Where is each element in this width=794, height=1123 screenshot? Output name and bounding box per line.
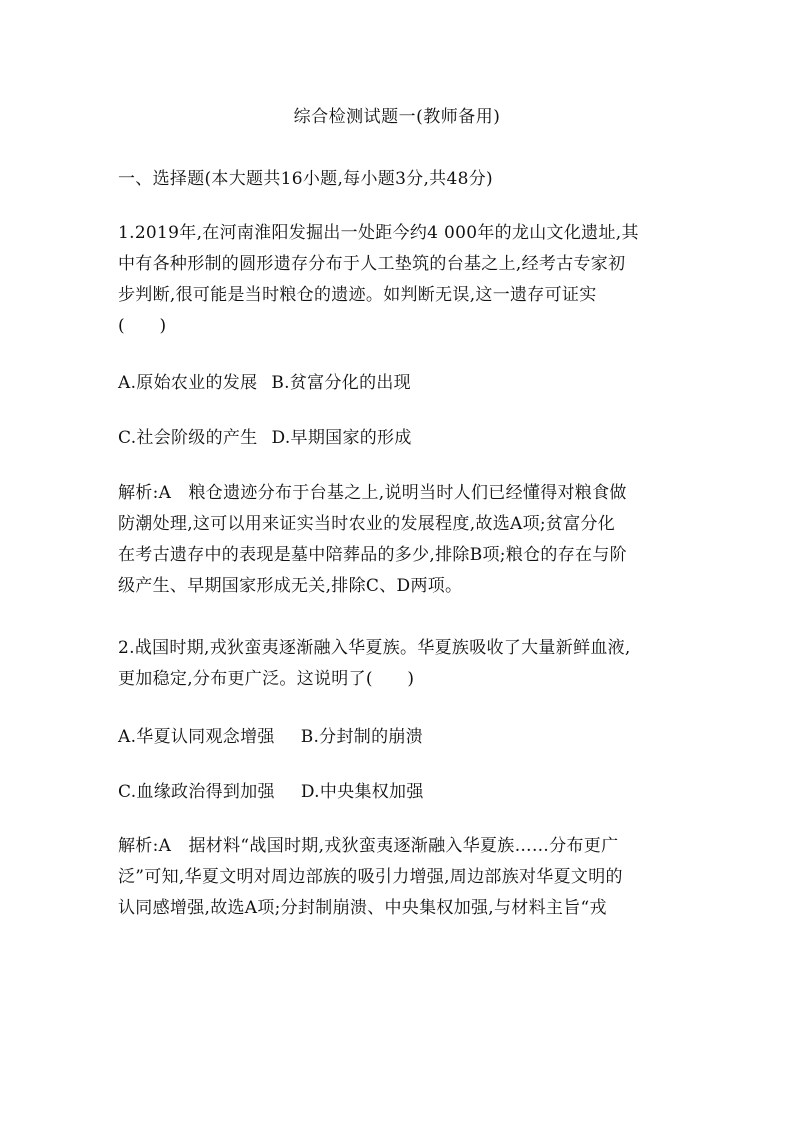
q1-option-c: C.社会阶级的产生 [118, 428, 258, 448]
q1-stem-line-1: 1.2019年,在河南淮阳发掘出一处距今约4 000年的龙山文化遗址,其 [118, 223, 639, 243]
q1-option-b: B.贫富分化的出现 [271, 373, 411, 393]
page-title: 综合检测试题一(教师备用) [293, 107, 501, 127]
q2-option-c: C.血缘政治得到加强 [118, 782, 275, 802]
q1-options-row-2 [118, 423, 412, 448]
q1-option-a: A.原始农业的发展 [118, 373, 258, 393]
q2-analysis-line-3: 认同感增强,故选A项;分封制崩溃、中央集权加强,与材料主旨“戎 [118, 898, 607, 918]
q2-options-row-1 [118, 722, 423, 747]
q1-options-row-1 [118, 368, 411, 393]
q1-stem-line-3: 步判断,很可能是当时粮仓的遗迹。如判断无误,这一遗存可证实 [118, 285, 597, 305]
q1-stem-line-2: 中有各种形制的圆形遗存分布于人工垫筑的台基之上,经考古专家初 [118, 254, 626, 274]
section-heading: 一、选择题(本大题共16小题,每小题3分,共48分) [118, 169, 493, 189]
q1-option-d: D.早期国家的形成 [271, 428, 412, 448]
q2-option-b: B.分封制的崩溃 [300, 727, 423, 747]
q1-analysis-line-3: 在考古遗存中的表现是墓中陪葬品的多少,排除B项;粮仓的存在与阶 [118, 545, 627, 565]
q2-option-d: D.中央集权加强 [300, 782, 424, 802]
q1-analysis-line-1: 解析:A 粮仓遗迹分布于台基之上,说明当时人们已经懂得对粮食做 [118, 483, 627, 503]
q1-analysis-line-4: 级产生、早期国家形成无关,排除C、D两项。 [118, 576, 463, 596]
q1-stem-line-4: ( ) [118, 316, 167, 336]
q2-analysis-line-1: 解析:A 据材料“战国时期,戎狄蛮夷逐渐融入华夏族……分布更广 [118, 836, 619, 856]
q2-stem-line-2: 更加稳定,分布更广泛。这说明了( ) [118, 669, 415, 689]
q1-analysis-line-2: 防潮处理,这可以用来证实当时农业的发展程度,故选A项;贫富分化 [118, 514, 616, 534]
q2-option-a: A.华夏认同观念增强 [118, 727, 275, 747]
q2-options-row-2 [118, 777, 424, 802]
q2-stem-line-1: 2.战国时期,戎狄蛮夷逐渐融入华夏族。华夏族吸收了大量新鲜血液, [118, 638, 631, 658]
q2-analysis-line-2: 泛”可知,华夏文明对周边部族的吸引力增强,周边部族对华夏文明的 [118, 867, 623, 887]
